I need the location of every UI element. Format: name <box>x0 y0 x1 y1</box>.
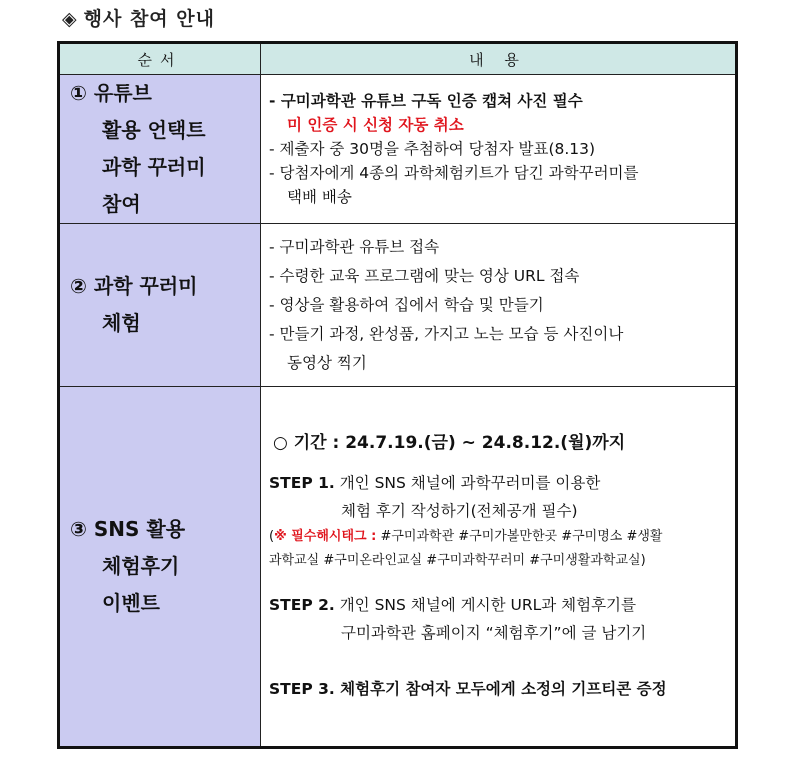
row1-left-line: ① 유튜브 <box>70 81 152 105</box>
row2-content <box>261 224 737 387</box>
row1-line: - 제출자 중 30명을 추첨하여 당첨자 발표(8.13) <box>269 140 596 158</box>
step3-text: 체험후기 참여자 모두에게 소정의 기프티콘 증정 <box>340 679 667 698</box>
step3-line <box>269 675 731 703</box>
row1-line: - 구미과학관 유튜브 구독 인증 캡쳐 사진 필수 <box>269 92 583 110</box>
row1-left-line: 과학 꾸러미 <box>102 155 206 179</box>
header-order: 순서 <box>59 43 261 75</box>
step2-line <box>269 591 731 619</box>
row3-content <box>261 387 737 748</box>
row1-warning: 미 인증 시 신청 자동 취소 <box>287 116 464 134</box>
row2-line: - 만들기 과정, 완성품, 가지고 노는 모습 등 사진이나 <box>269 324 624 343</box>
row2-left <box>59 224 261 387</box>
table-row <box>59 224 737 387</box>
row1-line: - 당첨자에게 4종의 과학체험키트가 담긴 과학꾸러미를 <box>269 164 639 182</box>
hashtag-label: ※ 필수해시태그 : <box>274 528 377 544</box>
row1-content <box>261 75 737 224</box>
step1-line <box>269 469 731 497</box>
step1-label: STEP 1. <box>269 473 335 492</box>
row3-left-line: 체험후기 <box>102 554 180 578</box>
row1-left <box>59 75 261 224</box>
step1-text: 개인 SNS 채널에 과학꾸러미를 이용한 <box>339 473 601 492</box>
period-line: ○ 기간 : 24.7.19.(금) ~ 24.8.12.(월)까지 <box>273 432 626 453</box>
row3-left <box>59 387 261 748</box>
step2-label: STEP 2. <box>269 595 335 614</box>
row1-line: 택배 배송 <box>287 188 352 206</box>
page-title <box>62 4 215 31</box>
header-content: 내 용 <box>261 43 737 75</box>
row3-left-line: ③ SNS 활용 <box>70 517 186 541</box>
step2-text2: 구미과학관 홈페이지 “체험후기”에 글 남기기 <box>341 623 647 642</box>
row2-line: - 구미과학관 유튜브 접속 <box>269 237 440 256</box>
table-row <box>59 75 737 224</box>
row2-line: 동영상 찍기 <box>287 353 367 372</box>
row2-line: - 영상을 활용하여 집에서 학습 및 만들기 <box>269 295 544 314</box>
page-title-text: 행사 참여 안내 <box>83 8 215 30</box>
row2-left-line: 체험 <box>102 311 141 335</box>
row1-left-line: 참여 <box>102 192 141 216</box>
row1-left-line: 활용 언택트 <box>102 118 206 142</box>
row2-left-line: ② 과학 꾸러미 <box>70 274 198 298</box>
row2-line: - 수령한 교육 프로그램에 맞는 영상 URL 접속 <box>269 266 580 285</box>
hashtag-list-2: 과학교실 #구미온라인교실 #구미과학꾸러미 #구미생활과학교실) <box>269 552 646 568</box>
hashtag-list: #구미과학관 #구미가볼만한곳 #구미명소 #생활 <box>380 528 663 544</box>
step1-text2: 체험 후기 작성하기(전체공개 필수) <box>341 501 578 520</box>
hashtag-line <box>269 525 731 549</box>
hashtag-open: ( <box>269 528 275 544</box>
step2-text: 개인 SNS 채널에 게시한 URL과 체험후기를 <box>339 595 636 614</box>
event-info-table <box>57 41 738 749</box>
row3-left-line: 이벤트 <box>102 591 160 615</box>
step3-label: STEP 3. <box>269 679 335 698</box>
diamond-icon: ◈ <box>62 8 78 30</box>
table-row <box>59 387 737 748</box>
